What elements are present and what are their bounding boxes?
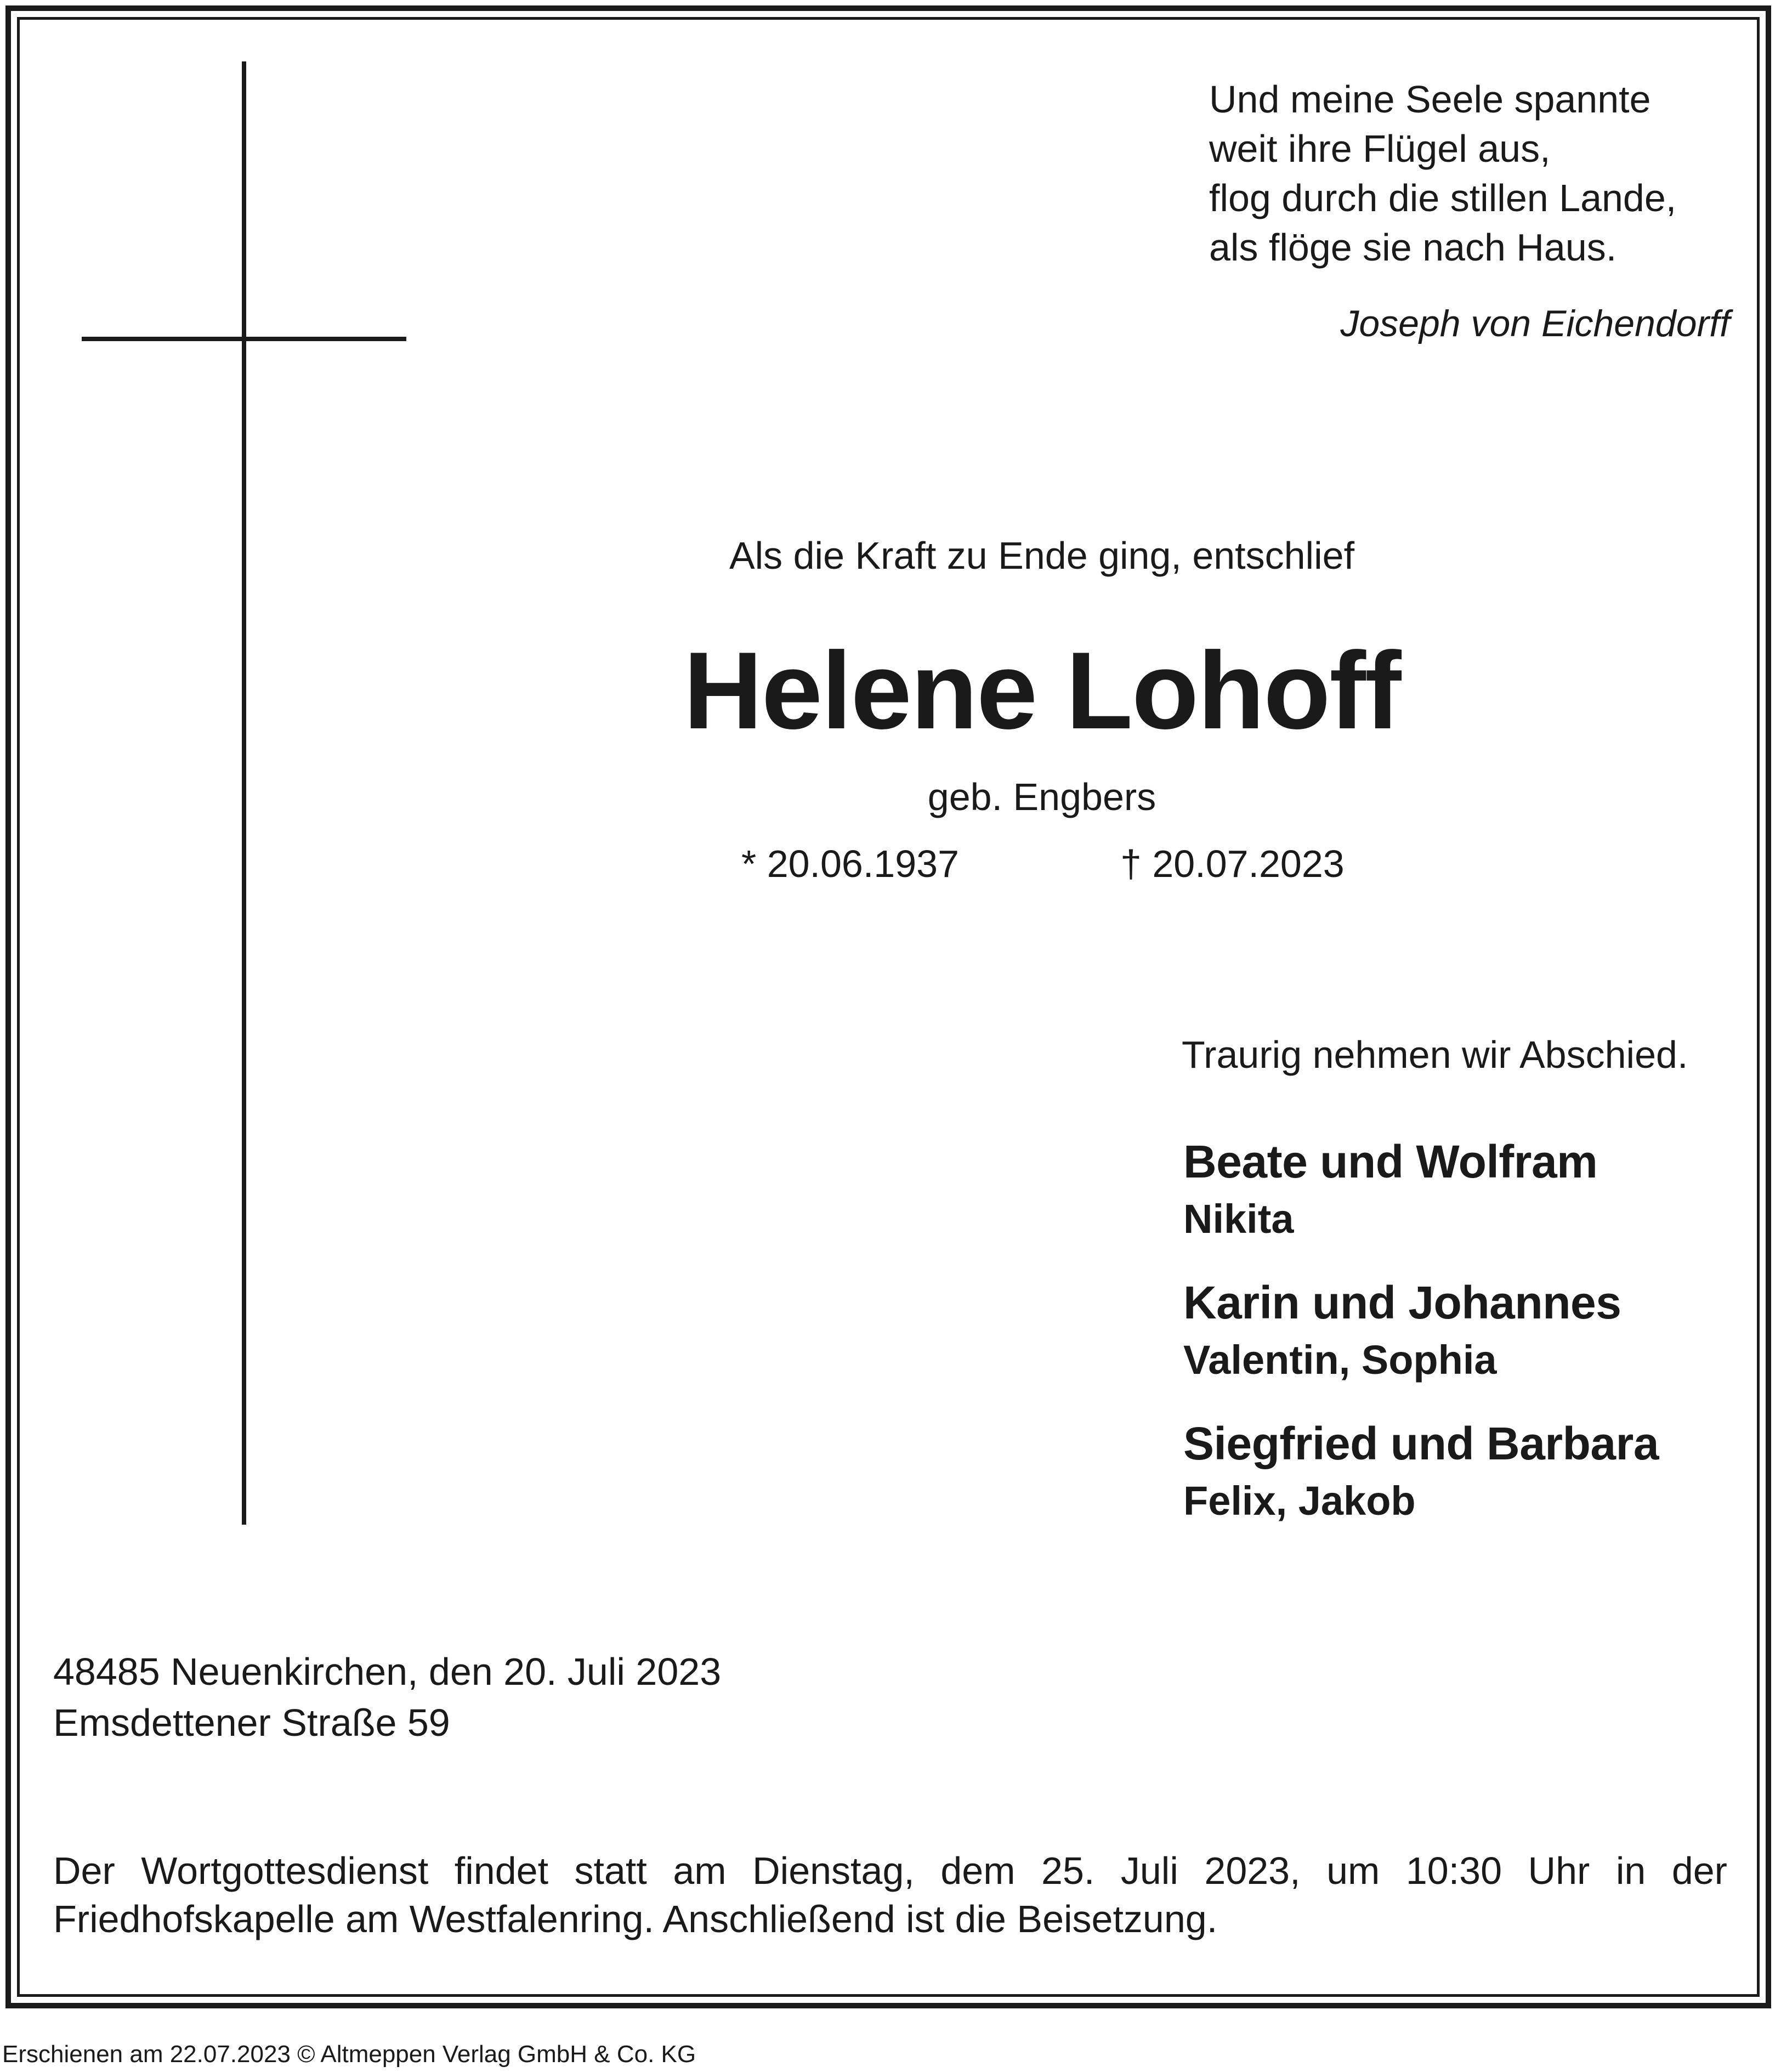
address: Emsdettener Straße 59: [53, 1701, 450, 1744]
death-date: † 20.07.2023: [1120, 842, 1345, 885]
service-line: Der Wortgottesdienst findet statt am Dienstag, dem 25. Juli 2023, um 10:30 Uhr in der: [53, 1849, 1727, 1892]
service-line: Friedhofskapelle am Westfalenring. Anschließend ist die Beisetzung.: [53, 1898, 1218, 1940]
cross-horizontal-bar: [82, 337, 406, 341]
deceased-name: Helene Lohoff: [683, 630, 1400, 752]
poem: [1209, 75, 1676, 272]
family-2-children: Valentin, Sophia: [1183, 1337, 1497, 1383]
poem-line: flog durch die stillen Lande,: [1209, 177, 1677, 219]
poem-author: Joseph von Eichendorff: [1340, 303, 1730, 344]
place-date: 48485 Neuenkirchen, den 20. Juli 2023: [53, 1650, 722, 1693]
family-3-children: Felix, Jakob: [1183, 1478, 1416, 1524]
announcement-intro: Als die Kraft zu Ende ging, entschlief: [729, 534, 1355, 577]
maiden-name: geb. Engbers: [927, 775, 1156, 818]
family-3-names: Siegfried und Barbara: [1183, 1418, 1659, 1469]
birth-date: * 20.06.1937: [741, 842, 960, 885]
poem-line: als flöge sie nach Haus.: [1209, 226, 1617, 269]
farewell-text: Traurig nehmen wir Abschied.: [1182, 1033, 1688, 1076]
family-1-children: Nikita: [1183, 1196, 1294, 1242]
cross-vertical-bar: [242, 61, 246, 1525]
service-notice: [53, 1847, 1727, 1943]
publication-footer: Erschienen am 22.07.2023 © Altmeppen Verlag GmbH & Co. KG: [2, 2041, 696, 2068]
family-1-names: Beate und Wolfram: [1183, 1136, 1598, 1187]
poem-line: weit ihre Flügel aus,: [1209, 127, 1551, 170]
family-2-names: Karin und Johannes: [1183, 1277, 1621, 1328]
poem-line: Und meine Seele spannte: [1209, 78, 1651, 121]
